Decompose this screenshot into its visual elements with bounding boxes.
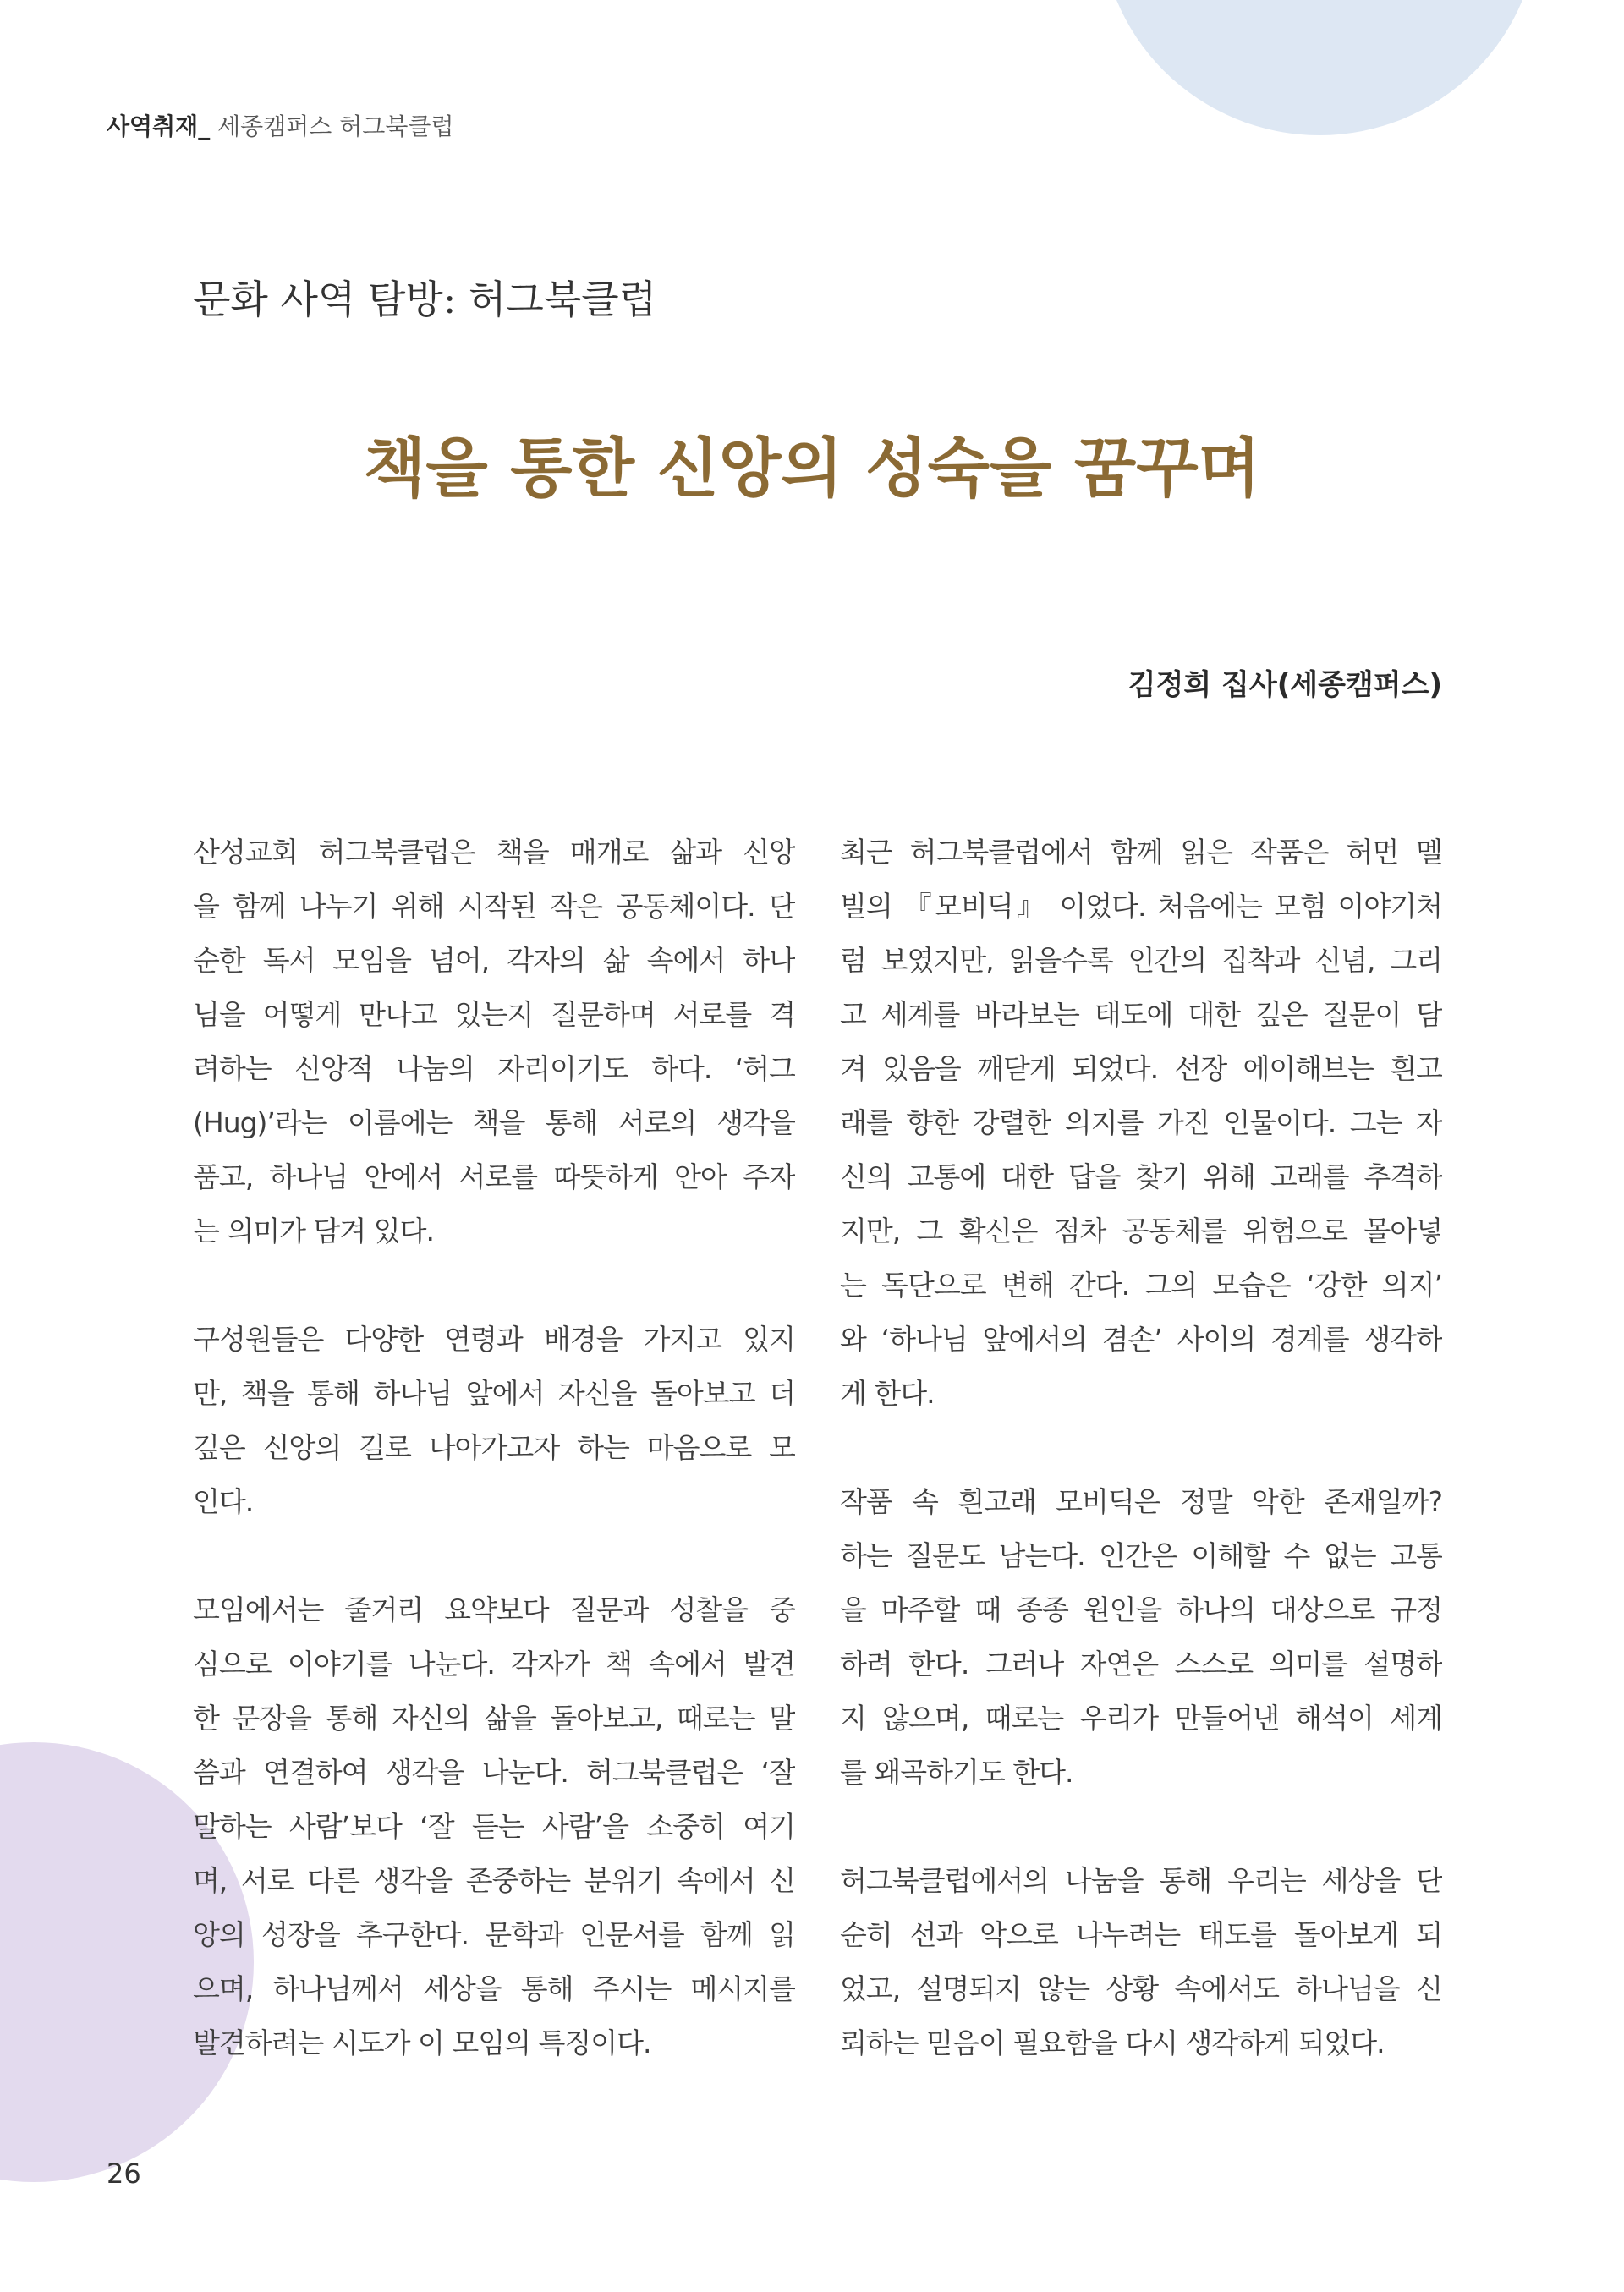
article-title: 책을 통한 신앙의 성숙을 꿈꾸며 bbox=[363, 430, 1261, 506]
text-line: 하는 질문도 남는다. 인간은 이해할 수 없는 고통 bbox=[840, 1539, 1442, 1572]
text-line: 을 마주할 때 종종 원인을 하나의 대상으로 규정 bbox=[840, 1593, 1442, 1626]
text-line: 게 한다. bbox=[840, 1377, 935, 1410]
text-line: 심으로 이야기를 나눈다. 각자가 책 속에서 발견 bbox=[193, 1648, 795, 1681]
text-line: 지 않으며, 때로는 우리가 만들어낸 해석이 세계 bbox=[840, 1702, 1442, 1735]
page-number: 26 bbox=[107, 2158, 141, 2190]
text-line: (Hug)’라는 이름에는 책을 통해 서로의 생각을 bbox=[193, 1106, 795, 1139]
paragraph bbox=[193, 825, 795, 1258]
header-subtitle: 세종캠퍼스 허그북클럽 bbox=[217, 112, 454, 140]
text-line: 를 왜곡하기도 한다. bbox=[840, 1756, 1073, 1789]
text-line: 하려 한다. 그러나 자연은 스스로 의미를 설명하 bbox=[840, 1648, 1442, 1681]
text-line: 최근 허그북클럽에서 함께 읽은 작품은 허먼 멜 bbox=[840, 836, 1442, 869]
text-line: 품고, 하나님 안에서 서로를 따뜻하게 안아 주자 bbox=[193, 1160, 795, 1193]
paragraph-gap bbox=[193, 1258, 795, 1313]
paragraph-gap bbox=[840, 1421, 1442, 1475]
text-line: 럼 보였지만, 읽을수록 인간의 집착과 신념, 그리 bbox=[840, 944, 1442, 977]
paragraph-gap bbox=[840, 1800, 1442, 1854]
article-kicker: 문화 사역 탐방: 허그북클럽 bbox=[193, 277, 657, 322]
text-line: 는 의미가 담겨 있다. bbox=[193, 1215, 434, 1247]
text-line: 인다. bbox=[193, 1485, 254, 1518]
text-line: 만, 책을 통해 하나님 앞에서 자신을 돌아보고 더 bbox=[193, 1377, 795, 1410]
text-line: 었고, 설명되지 않는 상황 속에서도 하나님을 신 bbox=[840, 1972, 1442, 2005]
paragraph-gap bbox=[193, 1529, 795, 1583]
text-line: 님을 어떻게 만나고 있는지 질문하며 서로를 격 bbox=[193, 998, 795, 1031]
text-line: 려하는 신앙적 나눔의 자리이기도 하다. ‘허그 bbox=[193, 1052, 795, 1085]
paragraph bbox=[840, 1475, 1442, 1800]
text-line: 구성원들은 다양한 연령과 배경을 가지고 있지 bbox=[193, 1323, 795, 1356]
text-line: 며, 서로 다른 생각을 존중하는 분위기 속에서 신 bbox=[193, 1864, 795, 1897]
running-header bbox=[107, 110, 454, 144]
decorative-circle-top bbox=[1100, 0, 1539, 135]
paragraph bbox=[193, 1313, 795, 1529]
paragraph bbox=[840, 825, 1442, 1421]
text-line: 빌의 『모비딕』 이었다. 처음에는 모험 이야기처 bbox=[840, 890, 1442, 923]
text-line: 으며, 하나님께서 세상을 통해 주시는 메시지를 bbox=[193, 1972, 795, 2005]
text-line: 말하는 사람’보다 ‘잘 듣는 사람’을 소중히 여기 bbox=[193, 1810, 795, 1843]
text-line: 래를 향한 강렬한 의지를 가진 인물이다. 그는 자 bbox=[840, 1106, 1442, 1139]
text-line: 발견하려는 시도가 이 모임의 특징이다. bbox=[193, 2026, 651, 2059]
text-line: 산성교회 허그북클럽은 책을 매개로 삶과 신앙 bbox=[193, 836, 795, 869]
text-line: 허그북클럽에서의 나눔을 통해 우리는 세상을 단 bbox=[840, 1864, 1442, 1897]
text-line: 순한 독서 모임을 넘어, 각자의 삶 속에서 하나 bbox=[193, 944, 795, 977]
text-line: 깊은 신앙의 길로 나아가고자 하는 마음으로 모 bbox=[193, 1431, 795, 1464]
text-line: 작품 속 흰고래 모비딕은 정말 악한 존재일까? bbox=[840, 1485, 1442, 1518]
text-line: 고 세계를 바라보는 태도에 대한 깊은 질문이 담 bbox=[840, 998, 1442, 1031]
header-section: 사역취재_ bbox=[107, 112, 211, 140]
text-line: 씀과 연결하여 생각을 나눈다. 허그북클럽은 ‘잘 bbox=[193, 1756, 795, 1789]
right-column bbox=[840, 825, 1442, 2070]
text-line: 지만, 그 확신은 점차 공동체를 위험으로 몰아넣 bbox=[840, 1215, 1442, 1247]
text-line: 겨 있음을 깨닫게 되었다. 선장 에이해브는 흰고 bbox=[840, 1052, 1442, 1085]
left-column bbox=[193, 825, 795, 2070]
text-line: 순히 선과 악으로 나누려는 태도를 돌아보게 되 bbox=[840, 1918, 1442, 1951]
text-line: 모임에서는 줄거리 요약보다 질문과 성찰을 중 bbox=[193, 1593, 795, 1626]
text-line: 을 함께 나누기 위해 시작된 작은 공동체이다. 단 bbox=[193, 890, 795, 923]
text-line: 뢰하는 믿음이 필요함을 다시 생각하게 되었다. bbox=[840, 2026, 1385, 2059]
paragraph bbox=[193, 1583, 795, 2070]
text-line: 는 독단으로 변해 간다. 그의 모습은 ‘강한 의지’ bbox=[840, 1269, 1442, 1302]
text-line: 신의 고통에 대한 답을 찾기 위해 고래를 추격하 bbox=[840, 1160, 1442, 1193]
text-line: 한 문장을 통해 자신의 삶을 돌아보고, 때로는 말 bbox=[193, 1702, 795, 1735]
text-line: 앙의 성장을 추구한다. 문학과 인문서를 함께 읽 bbox=[193, 1918, 795, 1951]
text-line: 와 ‘하나님 앞에서의 겸손’ 사이의 경계를 생각하 bbox=[840, 1323, 1442, 1356]
article-author: 김정희 집사(세종캠퍼스) bbox=[1127, 668, 1442, 702]
paragraph bbox=[840, 1854, 1442, 2070]
